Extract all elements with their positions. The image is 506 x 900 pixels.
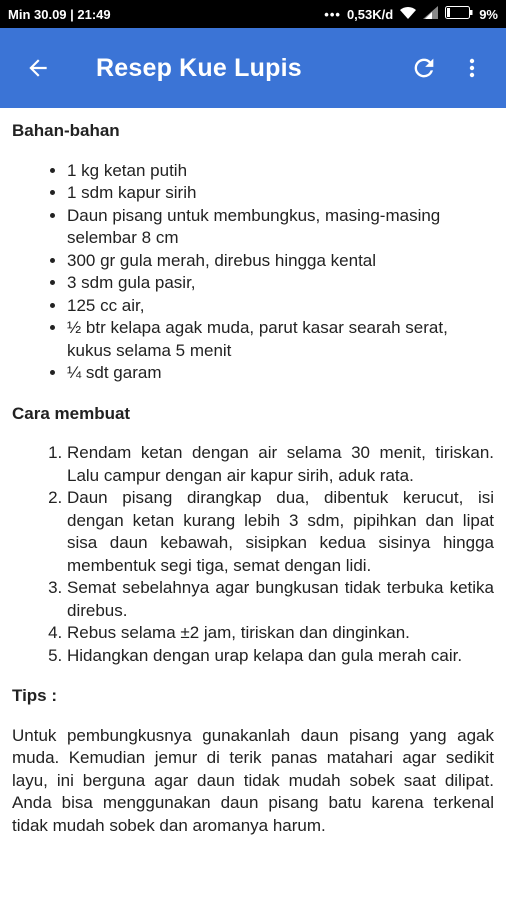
battery-level: 9% <box>479 6 498 22</box>
list-item: • 3 sdm gula pasir, <box>67 272 494 295</box>
status-datetime: Min 30.09 | 21:49 <box>8 6 111 22</box>
list-item: • ¼ sdt garam <box>67 362 494 385</box>
list-item: • Daun pisang untuk membungkus, masing-masing selembar 8 cm <box>67 205 494 250</box>
step-item: 2. Daun pisang dirangkap dua, dibentuk kerucut, isi dengan ketan kurang lebih 3 sdm, pipihkan dan lipat sisa daun kebawah, sisipkan kedua sisinya hingga membentuk segi tiga, semat dengan lidi. <box>67 487 494 577</box>
recipe-content <box>0 108 506 837</box>
refresh-icon <box>410 54 438 82</box>
signal-icon <box>423 6 439 22</box>
list-item: • 300 gr gula merah, direbus hingga kental <box>67 250 494 273</box>
ingredients-list <box>12 160 494 385</box>
method-heading: Cara membuat <box>12 403 131 423</box>
list-item: • 1 sdm kapur sirih <box>67 182 494 205</box>
refresh-button[interactable] <box>400 40 448 96</box>
list-item: • 125 cc air, <box>67 295 494 318</box>
network-speed: 0,53K/d <box>346 6 394 22</box>
back-button[interactable] <box>10 40 66 96</box>
app-bar <box>0 28 506 108</box>
battery-icon <box>445 6 473 22</box>
ingredients-heading: Bahan-bahan <box>12 121 120 140</box>
step-item: 5. Hidangkan dengan urap kelapa dan gula merah cair. <box>67 645 494 668</box>
tips-text: Untuk pembungkusnya gunakanlah daun pisang yang agak muda. Kemudian jemur di terik panas matahari agar sedikit layu, ini berguna agar daun tidak mudah sobek saat dilipat. Anda bisa menggunakan daun pisang batu karena terkenal tidak mudah sobek dan aromanya harum. <box>12 725 494 835</box>
status-indicators <box>324 6 498 23</box>
page-title: Resep Kue Lupis <box>96 53 302 82</box>
status-bar <box>0 0 506 28</box>
wifi-icon <box>399 6 417 23</box>
more-dots-icon: ••• <box>324 6 341 22</box>
step-item: 3. Semat sebelahnya agar bungkusan tidak terbuka ketika direbus. <box>67 577 494 622</box>
method-steps <box>12 442 494 667</box>
more-options-button[interactable] <box>448 40 496 96</box>
list-item: • 1 kg ketan putih <box>67 160 494 183</box>
step-item: 4. Rebus selama ±2 jam, tiriskan dan dinginkan. <box>67 622 494 645</box>
list-item: • ½ btr kelapa agak muda, parut kasar searah serat, kukus selama 5 menit <box>67 317 494 362</box>
more-vert-icon <box>460 54 484 82</box>
arrow-back-icon <box>25 55 51 81</box>
step-item: 1. Rendam ketan dengan air selama 30 menit, tiriskan. Lalu campur dengan air kapur sirih, aduk rata. <box>67 442 494 487</box>
tips-heading: Tips : <box>12 686 58 705</box>
